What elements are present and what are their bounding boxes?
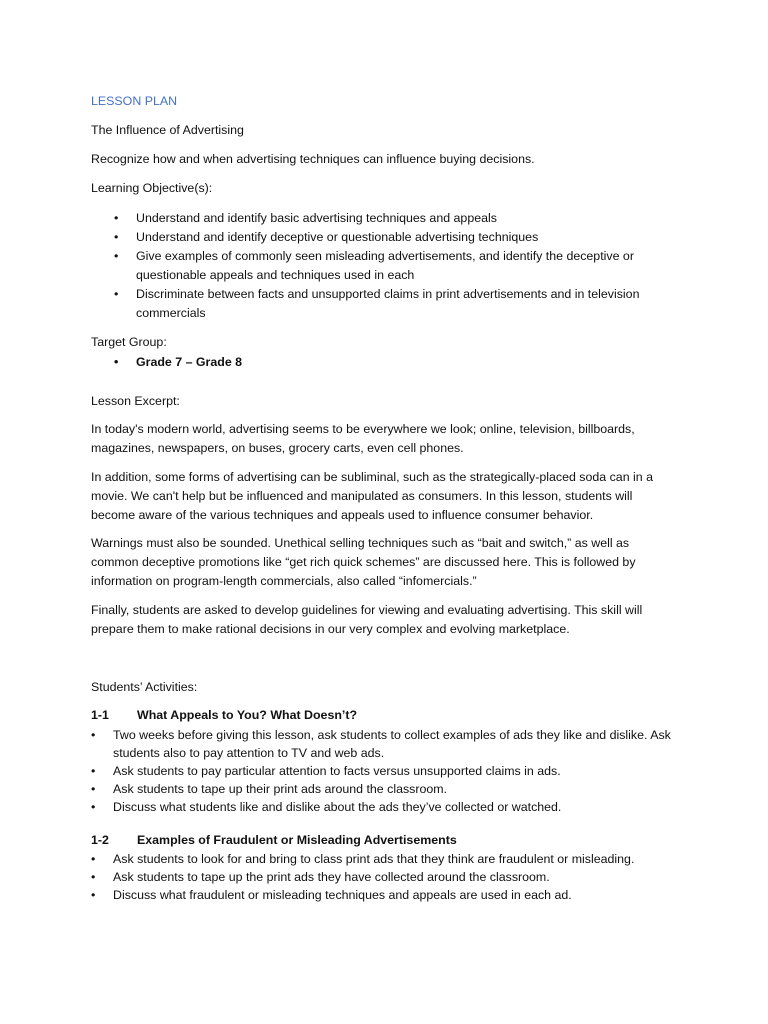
bullet-icon: • [114, 211, 119, 225]
list-item: • Discuss what fraudulent or misleading techniques and appeals are used in each ad. [91, 888, 572, 902]
list-item: • Ask students to look for and bring to class print ads that they think are fraudulent or misleading. [91, 852, 635, 866]
excerpt-paragraph: In addition, some forms of advertising can be subliminal, such as the strategically-placed soda can in a movie. We can't help but be influenced and manipulated as consumers. In this lesson, students will become aware of the various techniques and appeals used to influence consumer behavior. [91, 470, 654, 522]
section-heading [91, 706, 676, 725]
objectives-list [91, 209, 676, 323]
list-item: • Grade 7 – Grade 8 [91, 353, 676, 372]
list-item: • Ask students to tape up their print ads around the classroom. [91, 782, 448, 796]
list-item: • Discuss what students like and dislike about the ads they’ve collected or watched. [91, 800, 562, 814]
bullet-icon: • [91, 800, 96, 814]
bullet-icon: • [114, 230, 119, 244]
lesson-summary: Recognize how and when advertising techniques can influence buying decisions. [91, 152, 535, 166]
list-item: • Understand and identify basic advertising techniques and appeals [91, 209, 676, 228]
list-item: • Understand and identify deceptive or questionable advertising techniques [91, 228, 676, 247]
lesson-title: The Influence of Advertising [91, 123, 244, 137]
activity-list [91, 726, 676, 816]
objectives-heading: Learning Objective(s): [91, 181, 213, 195]
bullet-icon: • [91, 888, 96, 902]
bullet-icon: • [114, 287, 119, 301]
section-heading [91, 831, 676, 850]
list-item: • Ask students to pay particular attention to facts versus unsupported claims in ads. [91, 764, 561, 778]
excerpt-paragraph: Warnings must also be sounded. Unethical selling techniques such as “bait and switch,” as well as common deceptive promotions like “get rich quick schemes” are discussed here. This is followed by information on program-length commercials, also called “infomercials.” [91, 536, 636, 588]
section-number: 1-1 [91, 708, 109, 722]
list-item: • Give examples of commonly seen misleading advertisements, and identify the deceptive or questionable appeals and techniques used in each [114, 249, 634, 282]
list-item: • Discriminate between facts and unsupported claims in print advertisements and in television commercials [114, 287, 640, 320]
excerpt-paragraph: In today's modern world, advertising seems to be everywhere we look; online, television, billboards, magazines, newspapers, on buses, grocery carts, even cell phones. [91, 422, 635, 455]
bullet-icon: • [91, 728, 96, 742]
bullet-icon: • [91, 764, 96, 778]
section-number: 1-2 [91, 833, 109, 847]
section-title: Examples of Fraudulent or Misleading Advertisements [137, 833, 457, 847]
bullet-icon: • [91, 782, 96, 796]
excerpt-paragraph: Finally, students are asked to develop guidelines for viewing and evaluating advertising. This skill will prepare them to make rational decisions in our very complex and evolving marketplace. [91, 603, 643, 636]
list-item: • Ask students to tape up the print ads they have collected around the classroom. [91, 870, 550, 884]
activity-list [91, 850, 676, 904]
excerpt-heading: Lesson Excerpt: [91, 394, 180, 408]
section-title: What Appeals to You? What Doesn’t? [137, 708, 358, 722]
target-group-heading: Target Group: [91, 335, 167, 349]
bullet-icon: • [114, 355, 119, 369]
lesson-plan-label: LESSON PLAN [91, 94, 178, 108]
target-group-list [91, 353, 676, 372]
bullet-icon: • [91, 870, 96, 884]
activities-heading: Students’ Activities: [91, 680, 198, 694]
bullet-icon: • [114, 249, 119, 263]
bullet-icon: • [91, 852, 96, 866]
list-item: • Two weeks before giving this lesson, ask students to collect examples of ads they like and dislike. Ask students also to pay attention to TV and web ads. [91, 728, 671, 760]
